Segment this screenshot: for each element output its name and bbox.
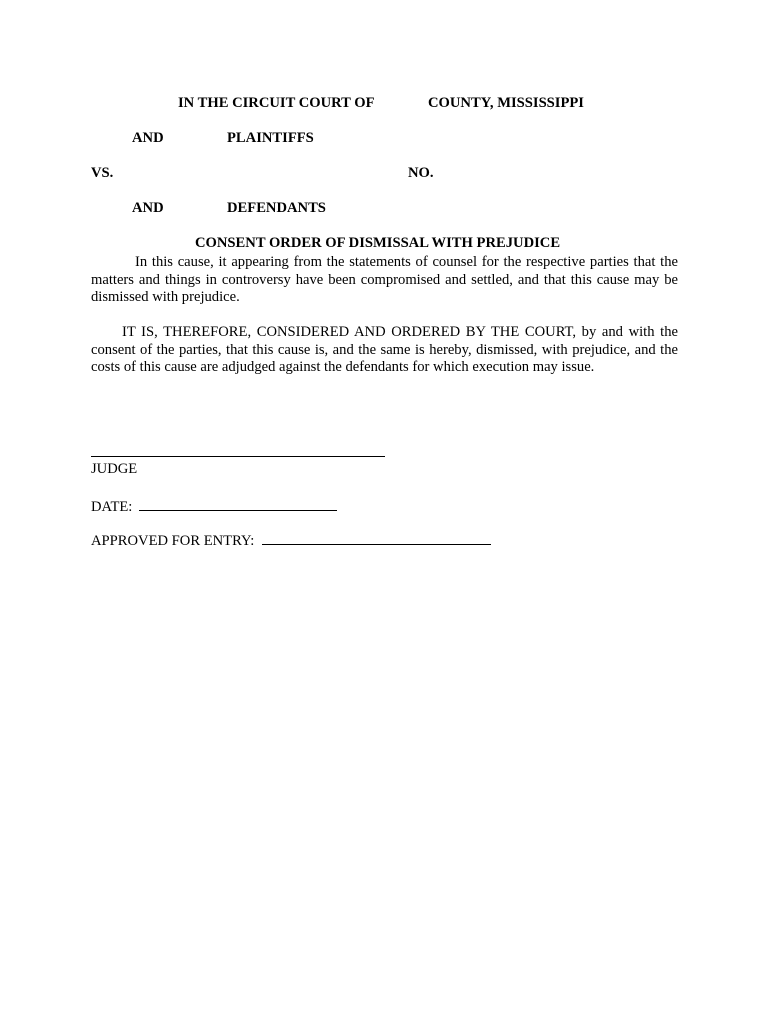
judge-signature-line <box>91 456 385 457</box>
judge-label: JUDGE <box>91 461 138 477</box>
date-row <box>91 497 337 515</box>
date-blank-line <box>139 497 337 511</box>
county-caption-suffix: COUNTY, MISSISSIPPI <box>428 95 584 111</box>
date-label: DATE: <box>91 499 133 515</box>
court-caption-prefix: IN THE CIRCUIT COURT OF <box>178 95 375 111</box>
case-number-label: NO. <box>408 165 434 181</box>
body-paragraph-2: IT IS, THEREFORE, CONSIDERED AND ORDERED BY THE COURT, by and with the consent of the parties, that this cause is, and the same is hereby, dismissed, with prejudice, and the costs of this cause are adjudged against the defendants for which execution may issue. <box>91 324 678 375</box>
plaintiffs-and: AND <box>132 130 164 146</box>
approved-for-entry-label: APPROVED FOR ENTRY: <box>91 533 255 549</box>
document-title: CONSENT ORDER OF DISMISSAL WITH PREJUDICE <box>195 235 561 251</box>
defendants-and: AND <box>132 200 164 216</box>
approved-blank-line <box>262 531 491 545</box>
plaintiffs-label: PLAINTIFFS <box>227 130 314 146</box>
versus-label: VS. <box>91 165 114 181</box>
body-paragraph-1: In this cause, it appearing from the statements of counsel for the respective parties that the matters and things in controversy have been compromised and settled, and that this cause may be dismissed with prejudice. <box>91 254 678 305</box>
defendants-label: DEFENDANTS <box>227 200 326 216</box>
approved-row <box>91 531 491 549</box>
